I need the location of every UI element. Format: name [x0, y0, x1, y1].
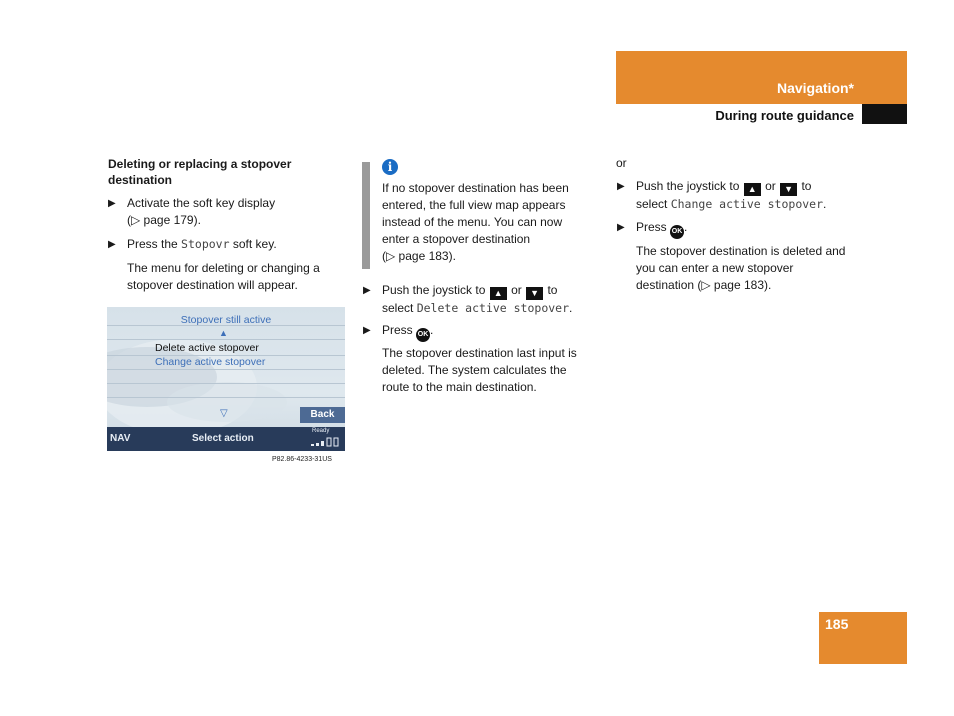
subsection-heading: [108, 156, 338, 188]
header-bar: [616, 51, 907, 104]
step-text: select: [636, 197, 668, 211]
scroll-down-icon[interactable]: ▽: [220, 408, 228, 419]
screen-divider: [107, 369, 345, 370]
status-bar: [107, 427, 345, 451]
screen-divider: [107, 339, 345, 340]
status-prompt: Select action: [192, 433, 254, 444]
menu-item-name: Change active stopover: [670, 197, 824, 211]
instruction-step: ▶ Press OK .: [636, 219, 866, 239]
figure-caption: P82.86-4233-31US: [272, 456, 332, 463]
heading-line: destination: [108, 173, 173, 187]
text-line: entered, the full view map appears: [382, 198, 566, 212]
step-text: Push the joystick to: [636, 179, 740, 193]
step-text: to: [547, 283, 558, 297]
result-text: [382, 345, 602, 396]
step-text: Press: [382, 323, 413, 337]
menu-item-delete-stopover[interactable]: Delete active stopover: [155, 342, 259, 354]
info-icon: i: [382, 159, 398, 175]
joystick-up-icon: ▲: [744, 183, 761, 196]
text-line: If no stopover destination has been: [382, 181, 569, 195]
joystick-down-icon: ▼: [526, 287, 543, 300]
text-line: instead of the menu. You can now: [382, 215, 563, 229]
bullet-arrow-icon: ▶: [363, 285, 371, 296]
bullet-arrow-icon: ▶: [617, 181, 625, 192]
screen-title: Stopover still active: [180, 314, 272, 326]
status-ready: Ready: [312, 428, 330, 434]
page-reference: (▷ page 183).: [382, 249, 456, 263]
scroll-up-icon[interactable]: ▲: [219, 328, 228, 338]
step-text: select: [382, 301, 414, 315]
result-text: [127, 260, 347, 294]
result-text: [636, 243, 866, 294]
step-text: Press the: [127, 237, 178, 251]
step-text: to: [801, 179, 812, 193]
text-line: deleted. The system calculates the: [382, 363, 567, 377]
section-title: Navigation*: [776, 80, 854, 96]
instruction-step: [108, 236, 347, 253]
bullet-arrow-icon: ▶: [108, 198, 116, 209]
section-subtitle: During route guidance: [715, 108, 854, 123]
step-text: or: [511, 283, 522, 297]
ok-button-icon: OK: [416, 328, 430, 342]
ok-button-icon: OK: [670, 225, 684, 239]
status-mode: NAV: [110, 433, 131, 444]
text-line: The menu for deleting or changing a: [127, 261, 320, 275]
soft-key-name: Stopovr: [181, 237, 230, 251]
text-line: enter a stopover destination: [382, 232, 531, 246]
instruction-step: ▶ Push the joystick to ▲ or ▼ to select Change active stopover.: [617, 179, 827, 211]
back-button[interactable]: Back: [300, 407, 345, 423]
text-line: route to the main destination.: [382, 380, 537, 394]
text-line: The stopover destination last input is: [382, 346, 577, 360]
step-text: Activate the soft key display: [127, 196, 276, 210]
page-reference: destination (▷ page 183).: [636, 278, 772, 292]
step-text: Push the joystick to: [382, 283, 486, 297]
text-line: The stopover destination is deleted and: [636, 244, 846, 258]
step-text: or: [765, 179, 776, 193]
instruction-step: [108, 195, 347, 229]
or-label: or: [616, 156, 627, 170]
page-reference: (▷ page 179).: [127, 213, 201, 227]
info-note-text: [382, 180, 602, 265]
step-text: Press: [636, 220, 667, 234]
screen-divider: [107, 383, 345, 384]
text-line: stopover destination will appear.: [127, 278, 298, 292]
display-screenshot: [107, 307, 345, 451]
page-number: 185: [825, 616, 849, 632]
text-line: you can enter a new stopover: [636, 261, 794, 275]
instruction-step: ▶ Push the joystick to ▲ or ▼ to select Delete active stopover.: [363, 283, 573, 315]
bullet-arrow-icon: ▶: [108, 239, 116, 250]
instruction-step: ▶ Press OK .: [382, 322, 602, 342]
bullet-arrow-icon: ▶: [617, 222, 625, 233]
bullet-arrow-icon: ▶: [363, 325, 371, 336]
header-tab-marker: [862, 104, 907, 124]
heading-line: Deleting or replacing a stopover: [108, 157, 292, 171]
joystick-up-icon: ▲: [490, 287, 507, 300]
joystick-down-icon: ▼: [780, 183, 797, 196]
signal-strength-icon: [311, 437, 341, 447]
menu-item-change-stopover[interactable]: Change active stopover: [155, 356, 266, 368]
info-note-bar: [362, 162, 370, 269]
step-text: soft key.: [232, 237, 277, 251]
menu-item-name: Delete active stopover: [416, 301, 570, 315]
screen-divider: [107, 397, 345, 398]
